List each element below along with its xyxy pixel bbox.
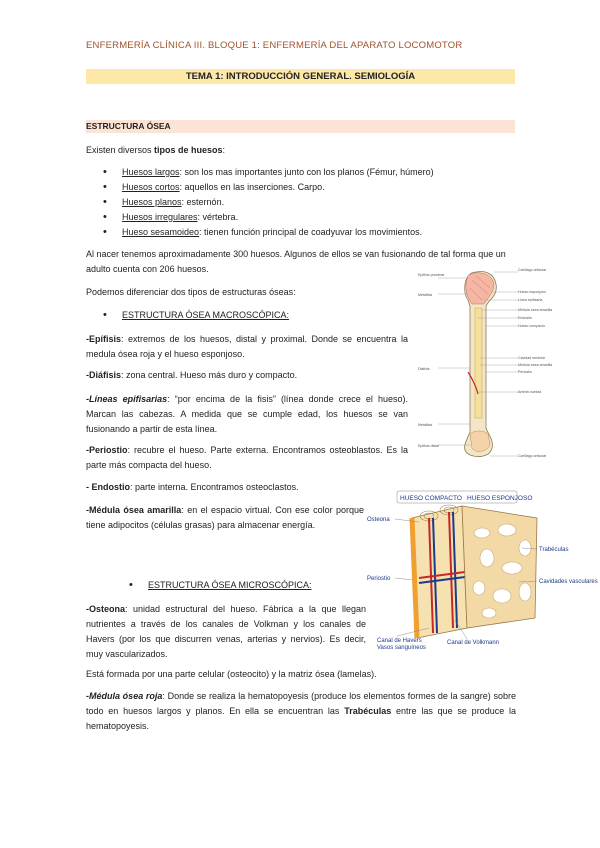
section-heading: ESTRUCTURA ÓSEA <box>86 120 515 133</box>
femur-illustration <box>418 262 553 467</box>
bullet-icon: • <box>103 181 107 193</box>
micro-label-bottom: Canal de Volkmann <box>447 640 500 646</box>
bone-count-paragraph: Al nacer tenemos aproximadamente 300 huesos. Algunos de ellos se van fusionando de tal forma que un adulto cuenta con 206 huesos. <box>86 249 506 274</box>
micro-label-right: Trabéculas <box>539 547 569 553</box>
running-header: ENFERMERÍA CLÍNICA III. BLOQUE 1: ENFERMERÍA DEL APARATO LOCOMOTOR <box>86 40 463 51</box>
medula-amarilla-paragraph: -Médula ósea amarilla: en el espacio virtual. Con ese color porque tiene adipocitos (células grasas) para almacenar energía. <box>86 505 364 530</box>
femur-label-right: Periostio <box>518 370 532 374</box>
femur-label-right: Cartílago articular <box>518 268 547 272</box>
femur-figure <box>418 262 553 467</box>
femur-label-right: Cartílago articular <box>518 454 547 458</box>
micro-label-top: HUESO COMPACTO <box>400 495 462 502</box>
intro-line: Existen diversos tipos de huesos: <box>86 145 226 155</box>
epifisis-paragraph: -Epífisis: extremos de los huesos, distal y proximal. Donde se encuentra la medula ósea roja y el hueso esponjoso. <box>86 334 408 359</box>
bullet-icon: • <box>103 166 107 178</box>
femur-label-left: Diáfisis <box>418 367 430 371</box>
femur-label-left: Metáfisis <box>418 423 433 427</box>
micro-label-bottom: Vasos sanguíneos <box>377 645 426 651</box>
bullet-icon: • <box>103 211 107 223</box>
list-item: • Huesos cortos: aquellos en las inserciones. Carpo. <box>103 181 325 193</box>
femur-label-right: Hueso compacto <box>518 324 545 328</box>
osteona-paragraph: -Osteona: unidad estructural del hueso. Fábrica a la que llegan nutrientes a través de los canales de Volkman y los canales de Havers (por los que discurren venas, arterias y nervios). Es decir, muy vascularizados. <box>86 604 366 659</box>
formed-paragraph: Está formada por una parte celular (osteocito) y la matriz ósea (lamelas). <box>86 669 377 679</box>
femur-label-left: Epífisis distal <box>418 444 439 448</box>
bullet-icon: • <box>103 196 107 208</box>
list-item: • Huesos planos: esternón. <box>103 196 225 208</box>
micro-label-top: HUESO ESPONJOSO <box>467 495 533 502</box>
femur-label-right: Endostio <box>518 316 532 320</box>
micro-label-right: Cavidades vasculares <box>539 579 598 585</box>
osteon-illustration <box>367 488 598 653</box>
micro-label-left: Osteona <box>367 517 390 523</box>
femur-label-left: Epífisis proximal <box>418 273 445 277</box>
page-title: TEMA 1: INTRODUCCIÓN GENERAL. SEMIOLOGÍA <box>86 69 515 84</box>
microscopic-bone-figure <box>367 488 598 653</box>
femur-label-right: Médula ósea amarilla <box>518 363 553 367</box>
list-item: • Huesos irregulares: vértebra. <box>103 211 239 223</box>
macro-heading: • ESTRUCTURA ÓSEA MACROSCÓPICA: <box>103 309 290 321</box>
lineas-epifisarias-paragraph: -Líneas epifisarias: “por encima de la fisis” (línea donde crece el hueso). Marcan las cabezas. A medida que se cumple edad, los huesos se van fusionando a partir de esta línea. <box>86 394 409 434</box>
list-item: • Huesos largos: son los mas importantes junto con los planos (Fémur, húmero) <box>103 166 434 178</box>
endostio-paragraph: - Endostio: parte interna. Encontramos osteoclastos. <box>86 482 299 492</box>
femur-label-right: Médula ósea amarilla <box>518 308 553 312</box>
diafisis-paragraph: -Diáfisis: zona central. Hueso más duro y compacto. <box>86 370 298 380</box>
periostio-paragraph: -Periostio: recubre el hueso. Parte externa. Encontramos osteoblastos. Es la parte más compacta del hueso. <box>86 445 408 470</box>
bullet-icon: • <box>103 309 107 321</box>
micro-heading: • ESTRUCTURA ÓSEA MICROSCÓPICA: <box>129 579 312 591</box>
structure-types-intro: Podemos diferenciar dos tipos de estructuras óseas: <box>86 287 296 297</box>
bone-types-list <box>103 165 522 240</box>
femur-label-right: Hueso esponjoso <box>518 290 546 294</box>
femur-label-right: Cavidad medular <box>518 356 546 360</box>
bullet-icon: • <box>129 579 133 591</box>
micro-label-left: Periostio <box>367 576 391 582</box>
femur-label-left: Metáfisis <box>418 293 433 297</box>
bullet-icon: • <box>103 226 107 238</box>
femur-label-right: Línea epifisaria <box>518 298 543 302</box>
micro-label-bottom: Canal de Havers <box>377 638 422 644</box>
list-item: • Hueso sesamoideo: tienen función principal de coadyuvar los movimientos. <box>103 226 423 238</box>
femur-label-right: Arteria nutricia <box>518 390 542 394</box>
medula-roja-paragraph: -Médula ósea roja: Donde se realiza la hematopoyesis (produce los elementos formes de la sangre) sobre todo en huesos largos y planos. En ella se encuentran las Trabéculas entre las que se produce la hematopoyesis. <box>86 691 517 731</box>
